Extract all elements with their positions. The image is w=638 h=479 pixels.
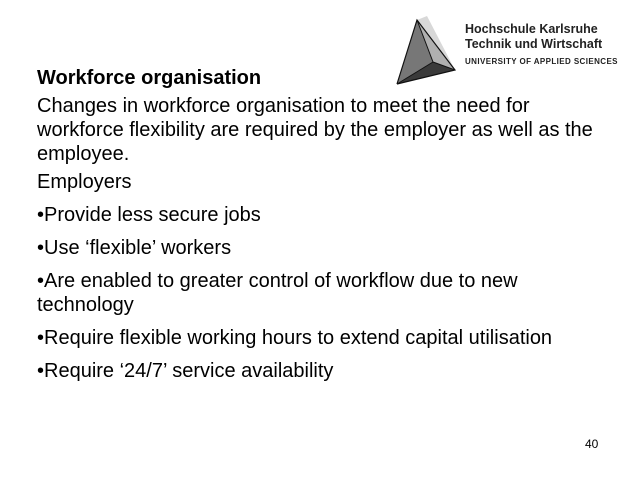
bullet-item: •Use ‘flexible’ workers xyxy=(37,237,232,259)
slide-title: Workforce organisation xyxy=(37,67,262,89)
bullet-item: •Provide less secure jobs xyxy=(37,204,261,226)
logo-line-1: Hochschule Karlsruhe xyxy=(465,22,598,36)
logo-text xyxy=(465,22,625,67)
bullet-list xyxy=(37,203,597,383)
intro-paragraph: Changes in workforce organisation to meet the need for workforce flexibility are required by the employer as well as the employee. xyxy=(37,95,593,165)
bullet-item: •Are enabled to greater control of workflow due to new technology xyxy=(37,270,518,316)
bullet-item: •Require flexible working hours to extend capital utilisation xyxy=(37,327,553,349)
slide-content xyxy=(37,64,597,392)
bullet-item: •Require ‘24/7’ service availability xyxy=(37,360,334,382)
page-number: 40 xyxy=(585,437,599,451)
employers-label: Employers xyxy=(37,171,132,193)
logo-line-2: Technik und Wirtschaft xyxy=(465,37,603,51)
logo-line-3: UNIVERSITY OF APPLIED SCIENCES xyxy=(465,57,618,66)
